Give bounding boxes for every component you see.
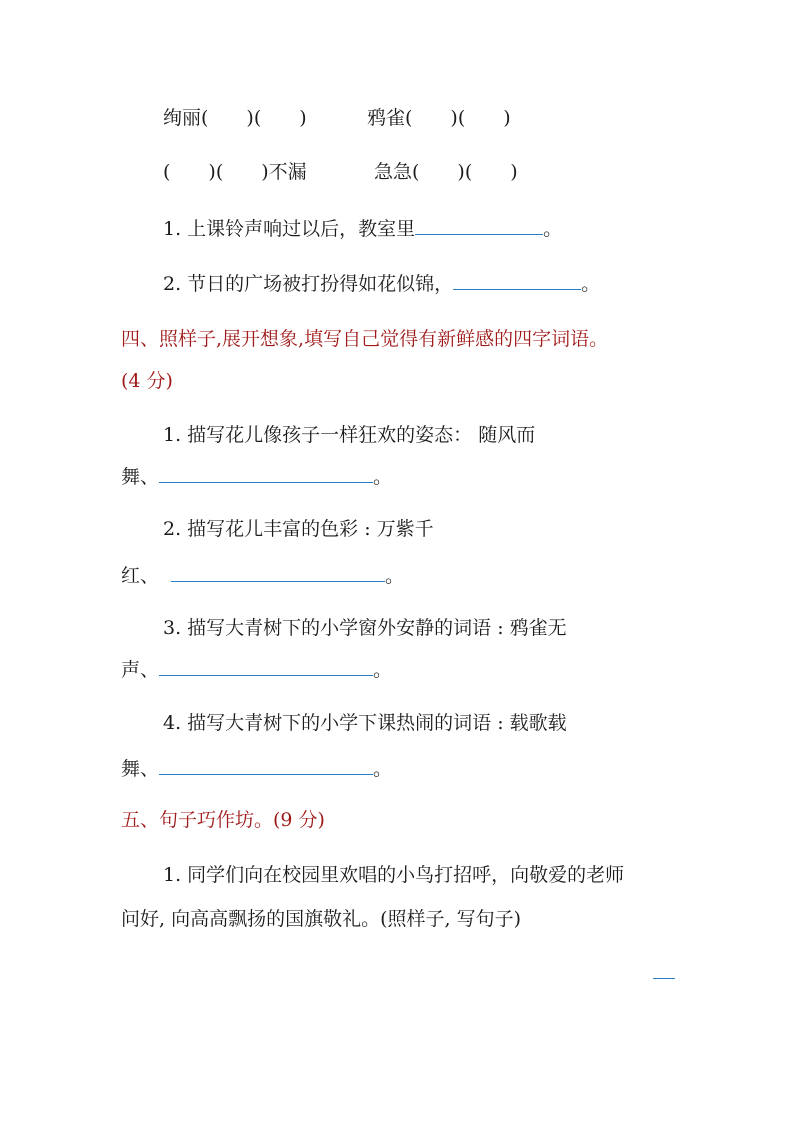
section-4-item-2-prompt: 2. 描写花儿丰富的色彩 : 万紫千 (163, 518, 434, 540)
section-4-item-3-blank[interactable] (159, 657, 373, 676)
section-4-item-4-blank[interactable] (159, 756, 373, 775)
section-4-item-4-period: 。 (373, 758, 393, 780)
section-4-item-4-lead: 舞、 (121, 758, 160, 780)
section-4-item-2-period: 。 (385, 565, 405, 587)
sentence-2 (163, 271, 600, 296)
section-4-score: (4 分) (121, 370, 173, 392)
sentence-2-text: 2. 节日的广场被打扮得如花似锦， (163, 273, 454, 295)
section-4-item-2-blank[interactable] (171, 563, 385, 582)
section-5-item-1-line-1: 1. 同学们向在校园里欢唱的小鸟打招呼，向敬爱的老师 (163, 864, 625, 886)
section-4-item-1-lead: 舞、 (121, 466, 160, 488)
section-4-item-3-prompt: 3. 描写大青树下的小学窗外安静的词语 : 鸦雀无 (163, 617, 567, 639)
idiom-row-2-right: 急急( )( ) (374, 161, 518, 183)
section-4-item-1-prompt: 1. 描写花儿像孩子一样狂欢的姿态： 随风而 (163, 424, 536, 446)
sentence-2-blank[interactable] (453, 271, 581, 290)
sentence-2-period: 。 (581, 273, 601, 295)
section-4-item-3-period: 。 (373, 659, 393, 681)
section-4-item-1-period: 。 (373, 466, 393, 488)
section-4-item-2-answer (121, 563, 404, 588)
section-4-item-1-answer (121, 464, 392, 489)
section-5-heading: 五、句子巧作坊。(9 分) (121, 809, 325, 831)
section-4-item-2-lead: 红、 (121, 565, 160, 587)
section-5-item-1-line-2: 问好, 向高高飘扬的国旗敬礼。(照样子, 写句子) (121, 908, 521, 930)
sentence-1 (163, 216, 562, 241)
idiom-row-2-left: ( )( )不漏 (163, 161, 307, 183)
section-4-item-4-answer (121, 756, 392, 781)
sentence-1-blank[interactable] (415, 216, 543, 235)
sentence-1-text: 1. 上课铃声响过以后，教室里 (163, 218, 416, 240)
section-4-item-3-answer (121, 657, 392, 682)
section-4-heading: 四、照样子,展开想象,填写自己觉得有新鲜感的四字词语。 (121, 328, 609, 350)
section-4-item-1-blank[interactable] (159, 464, 373, 483)
answer-line-fragment[interactable] (653, 978, 675, 979)
idiom-row-1-right: 鸦雀( )( ) (367, 107, 511, 129)
section-4-item-4-prompt: 4. 描写大青树下的小学下课热闹的词语 : 载歌载 (163, 712, 567, 734)
idiom-row-1-left: 绚丽( )( ) (163, 107, 307, 129)
sentence-1-period: 。 (543, 218, 563, 240)
section-4-item-3-lead: 声、 (121, 659, 160, 681)
